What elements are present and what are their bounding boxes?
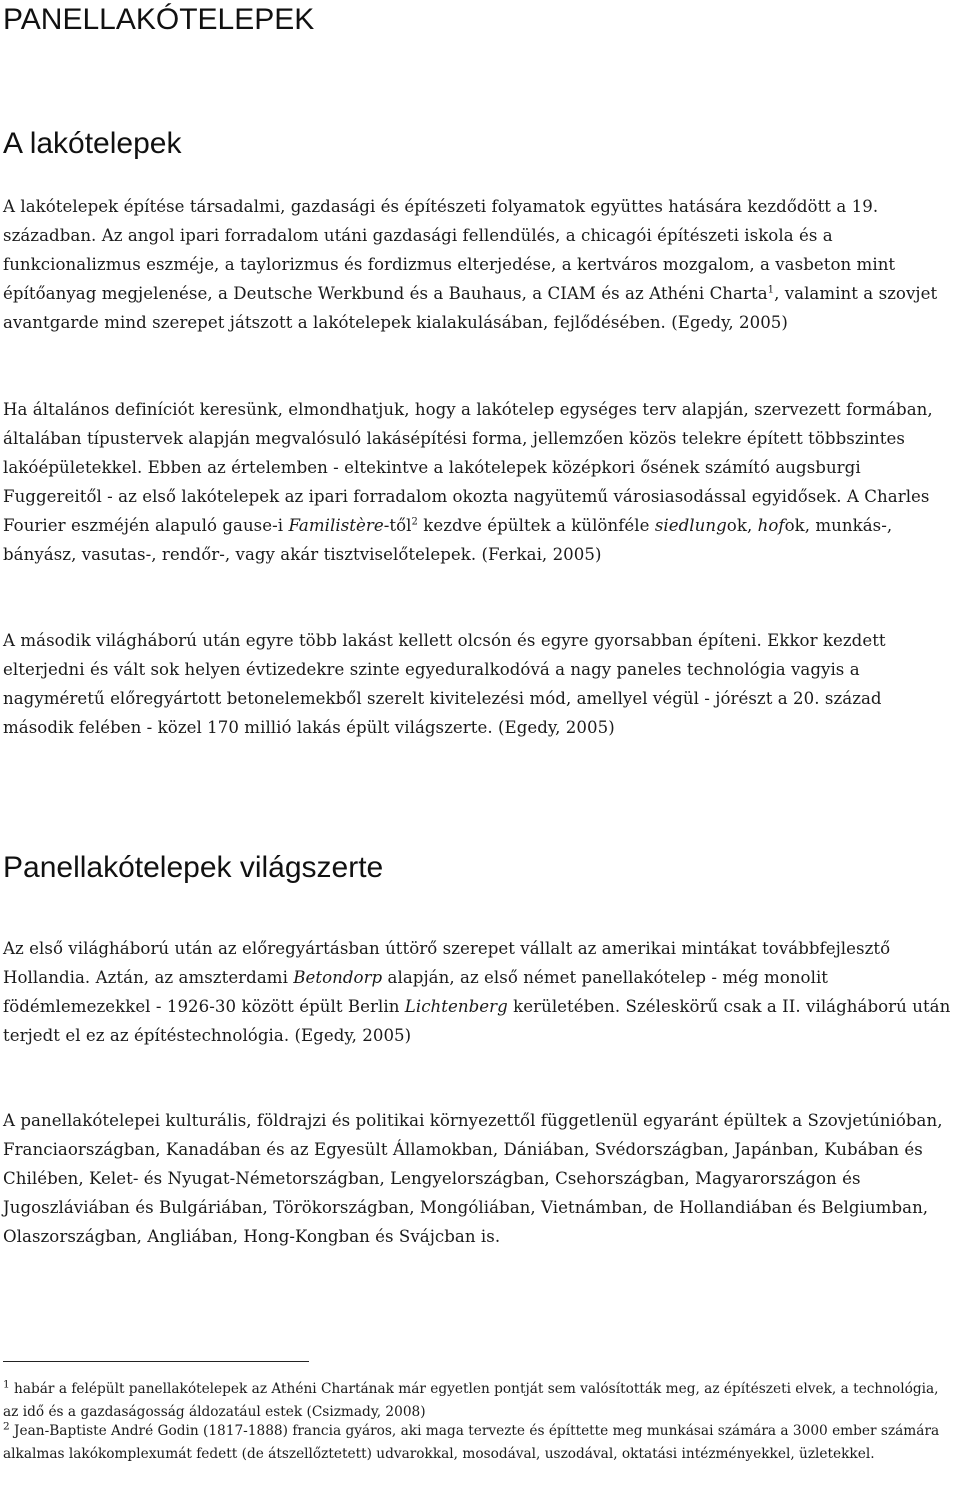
- italic-term: siedlung: [654, 516, 727, 535]
- italic-term: Lichtenberg: [404, 997, 508, 1016]
- footnote-text: habár a felépült panellakótelepek az Athéni Chartának már egyetlen pontját sem valósították meg, az építészeti elvek, a technológia, az idő és a gazdaságosság áldozatául estek (Csizmady, 2008): [3, 1381, 939, 1420]
- paragraph-text: kerületében. Széleskörű csak a II. világháború után terjedt el ez az építéstechnológia. (Egedy, 2005): [3, 997, 951, 1045]
- paragraph-text: , valamint a szovjet avantgarde mind szerepet játszott a lakótelepek kialakulásában, fejlődésében. (Egedy, 2005): [3, 284, 938, 332]
- italic-term: Familistère: [288, 516, 384, 535]
- paragraph-netherlands: [3, 934, 957, 1050]
- footnote-2: [3, 1420, 957, 1465]
- footnote-text: Jean-Baptiste André Godin (1817-1888) francia gyáros, aki maga tervezte és építtette meg munkásai számára a 3000 ember számára alkalmas lakókomplexumát fedett (de átszellőztetett) udvarokkal, mosodával, uszodával, oktatási intézményekkel, üzletekkel.: [3, 1423, 940, 1462]
- footnote-mark: 2: [3, 1420, 10, 1433]
- italic-term: hof: [757, 516, 785, 535]
- paragraph-text: A panellakótelepei kulturális, földrajzi és politikai környezettől függetlenül egyaránt épültek a Szovjetúnióban, Franciaországban, Kanadában és az Egyesült Államokban, Dániában, Svédországban, Japánban, Kubában és Chilében, Kelet- és Nyugat-Németországban, Lengyelországban, Csehországban, Magyarországon és Jugoszláviában és Bulgáriában, Törökországban, Mongóliában, Vietnámban, de Hollandiában és Belgiumban, Olaszországban, Angliában, Hong-Kongban és Svájcban is.: [3, 1111, 943, 1246]
- paragraph-text: A lakótelepek építése társadalmi, gazdasági és építészeti folyamatok együttes hatására kezdődött a 19. században. Az angol ipari forradalom utáni gazdasági fellendülés, a chicagói építészeti iskola és a funkcionalizmus eszméje, a taylorizmus és fordizmus elterjedése, a kertváros mozgalom, a vasbeton mint építőanyag megjelenése, a Deutsche Werkbund és a Bauhaus, a CIAM és az Athéni Charta: [3, 197, 896, 303]
- footnote-ref-2: 2: [411, 516, 418, 528]
- paragraph-text: Ha általános definíciót keresünk, elmondhatjuk, hogy a lakótelep egységes terv alapján, szervezett formában, általában típustervek alapján megvalósuló lakásépítési forma, jellemzően közös telekre épített többszintes lakóépületekkel. Ebben az értelemben - eltekintve a lakótelepek középkori ősének számító augsburgi Fuggereitől - az első lakótelepek az ipari forradalom okozta nagyütemű városiasodással egyidősek. A Charles Fourier eszméjén alapuló gause-i: [3, 400, 933, 535]
- paragraph-text: ok, munkás-, bányász, vasutas-, rendőr-, vagy akár tisztviselőtelepek. (Ferkai, 2005): [3, 516, 893, 564]
- footnote-1: [3, 1378, 957, 1423]
- paragraph-text: A második világháború után egyre több lakást kellett olcsón és egyre gyorsabban építeni. Ekkor kezdett elterjedni és vált sok helyen évtizedekre szinte egyeduralkodóvá a nagy paneles technológia vagyis a nagyméretű előregyártott betonelemekből szerelt kivitelezési mód, amellyel végül - jórészt a 20. század második felében - közel 170 millió lakás épült világszerte. (Egedy, 2005): [3, 631, 886, 737]
- paragraph-text: kezdve épültek a különféle: [417, 516, 655, 535]
- paragraph-countries: [3, 1106, 957, 1251]
- paragraph-history: [3, 192, 957, 337]
- paragraph-text: Az első világháború után az előregyártásban úttörő szerepet vállalt az amerikai mintákat továbbfejlesztő Hollandia. Aztán, az amszterdami: [3, 939, 891, 987]
- paragraph-postwar: [3, 626, 957, 742]
- footnote-mark: 1: [3, 1378, 10, 1391]
- section-title-lakotelepek: A lakótelepek: [3, 127, 182, 160]
- document-title: PANELLAKÓTELEPEK: [3, 3, 315, 36]
- italic-term: Betondorp: [293, 968, 383, 987]
- footnote-ref-1: 1: [767, 284, 775, 296]
- footnote-separator: [3, 1361, 309, 1362]
- paragraph-definition: [3, 395, 957, 569]
- section-title-panellakotelepek: Panellakótelepek világszerte: [3, 851, 384, 884]
- paragraph-text: -től: [383, 516, 412, 535]
- paragraph-text: alapján, az első német panellakótelep - még monolit födémlemezekkel - 1926-30 között épült Berlin: [3, 968, 829, 1016]
- paragraph-text: ok,: [726, 516, 758, 535]
